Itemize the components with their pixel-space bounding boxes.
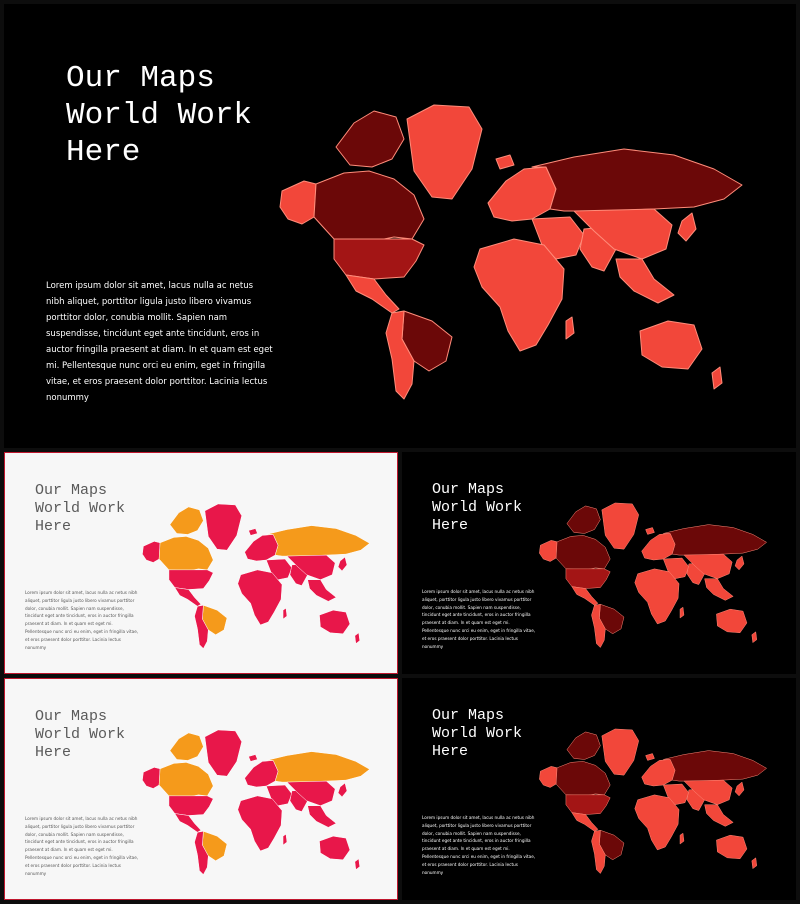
iceland-region	[249, 529, 258, 536]
africa-region	[635, 569, 679, 624]
slide-body-text: Lorem ipsum dolor sit amet, lacus nulla ac netus nibh aliquet, porttitor ligula justo libero vivamus porttitor dolor, conubia mollit. Sapien nam suspendisse, tincidunt eget ante tincidunt, eros in auctor fringilla praesent at diam. In et quam est eget mi. Pellentesque nunc orci eu enim, eget in fringilla vitae, et eros praesent dolor porttitor. Lacinia lectus nonummy	[25, 590, 139, 650]
europe-region	[488, 167, 556, 221]
usa-region	[566, 569, 610, 589]
usa-region	[566, 795, 610, 815]
australia-region	[716, 609, 746, 633]
mexico-central-region	[346, 275, 399, 313]
greenland-region	[602, 729, 639, 775]
mexico-central-region	[572, 813, 598, 832]
world-map-svg	[137, 727, 373, 877]
alaska-region	[142, 767, 160, 788]
greenland-region	[205, 730, 242, 776]
canada-region	[159, 536, 213, 570]
usa-region	[334, 239, 424, 279]
thumbnail-slide-3[interactable]	[4, 678, 398, 900]
mexico-central-region	[175, 814, 201, 833]
greenland-region	[205, 504, 242, 550]
new-zealand-region	[712, 367, 722, 389]
world-map	[137, 727, 373, 877]
arctic-islands-region	[567, 732, 600, 760]
alaska-region	[539, 766, 557, 787]
australia-region	[640, 321, 702, 369]
slide-body-text: Lorem ipsum dolor sit amet, lacus nulla ac netus nibh aliquet, porttitor ligula justo libero vivamus porttitor dolor, conubia mollit. Sapien nam suspendisse, tincidunt eget ante tincidunt, eros in auctor fringilla praesent at diam. In et quam est eget mi. Pellentesque nunc orci eu enim, eget in fringilla vitae, et eros praesent dolor porttitor. Lacinia lectus nonummy	[422, 589, 536, 649]
thumbnail-slide-4[interactable]	[402, 678, 796, 900]
mexico-central-region	[175, 588, 201, 607]
world-map-svg	[137, 501, 373, 651]
world-map-svg	[534, 726, 770, 876]
madagascar-region	[566, 317, 574, 339]
europe-region	[642, 759, 675, 786]
europe-region	[642, 533, 675, 560]
southeast-asia-region	[616, 259, 674, 303]
australia-region	[319, 610, 349, 634]
canada-region	[556, 761, 610, 795]
arctic-islands-region	[567, 506, 600, 534]
europe-region	[245, 760, 278, 787]
canada-region	[556, 535, 610, 569]
japan-region	[338, 557, 347, 571]
southeast-asia-region	[308, 806, 337, 828]
world-map	[534, 500, 770, 650]
usa-region	[169, 796, 213, 816]
mexico-central-region	[572, 587, 598, 606]
new-zealand-region	[752, 858, 757, 869]
russia-region	[532, 149, 742, 211]
arctic-islands-region	[170, 507, 203, 535]
iceland-region	[496, 155, 514, 169]
canada-region	[314, 171, 424, 241]
iceland-region	[249, 755, 258, 762]
greenland-region	[407, 105, 482, 199]
alaska-region	[539, 540, 557, 561]
new-zealand-region	[355, 633, 360, 644]
world-map	[137, 501, 373, 651]
japan-region	[735, 556, 744, 570]
world-map-svg	[272, 99, 746, 404]
slide-title: Our Maps World Work Here	[432, 707, 523, 760]
japan-region	[338, 783, 347, 797]
greenland-region	[602, 503, 639, 549]
canada-region	[159, 762, 213, 796]
madagascar-region	[680, 607, 684, 618]
africa-region	[474, 239, 564, 351]
australia-region	[319, 836, 349, 860]
southeast-asia-region	[705, 805, 734, 827]
iceland-region	[646, 528, 655, 535]
russia-region	[663, 751, 766, 781]
russia-region	[266, 752, 369, 782]
africa-region	[238, 796, 282, 851]
slide-title: Our Maps World Work Here	[66, 61, 253, 171]
southeast-asia-region	[308, 580, 337, 602]
arctic-islands-region	[170, 733, 203, 761]
thumbnail-slide-2[interactable]	[402, 452, 796, 674]
alaska-region	[142, 541, 160, 562]
world-map	[534, 726, 770, 876]
main-slide	[4, 4, 796, 448]
thumbnail-slide-1[interactable]	[4, 452, 398, 674]
iceland-region	[646, 754, 655, 761]
southeast-asia-region	[705, 579, 734, 601]
slide-title: Our Maps World Work Here	[35, 708, 126, 761]
new-zealand-region	[355, 859, 360, 870]
madagascar-region	[283, 608, 287, 619]
madagascar-region	[283, 834, 287, 845]
russia-region	[663, 525, 766, 555]
usa-region	[169, 570, 213, 590]
slide-body-text: Lorem ipsum dolor sit amet, lacus nulla ac netus nibh aliquet, porttitor ligula justo libero vivamus porttitor dolor, conubia mollit. Sapien nam suspendisse, tincidunt eget ante tincidunt, eros in auctor fringilla praesent at diam. In et quam est eget mi. Pellentesque nunc orci eu enim, eget in fringilla vitae, et eros praesent dolor porttitor. Lacinia lectus nonummy	[46, 281, 273, 403]
australia-region	[716, 835, 746, 859]
slide-title: Our Maps World Work Here	[35, 482, 126, 535]
world-map-svg	[534, 500, 770, 650]
slide-body-text: Lorem ipsum dolor sit amet, lacus nulla ac netus nibh aliquet, porttitor ligula justo libero vivamus porttitor dolor, conubia mollit. Sapien nam suspendisse, tincidunt eget ante tincidunt, eros in auctor fringilla praesent at diam. In et quam est eget mi. Pellentesque nunc orci eu enim, eget in fringilla vitae, et eros praesent dolor porttitor. Lacinia lectus nonummy	[25, 816, 139, 876]
slide-body-text: Lorem ipsum dolor sit amet, lacus nulla ac netus nibh aliquet, porttitor ligula justo libero vivamus porttitor dolor, conubia mollit. Sapien nam suspendisse, tincidunt eget ante tincidunt, eros in auctor fringilla praesent at diam. In et quam est eget mi. Pellentesque nunc orci eu enim, eget in fringilla vitae, et eros praesent dolor porttitor. Lacinia lectus nonummy	[422, 815, 536, 875]
europe-region	[245, 534, 278, 561]
russia-region	[266, 526, 369, 556]
japan-region	[678, 213, 696, 241]
africa-region	[635, 795, 679, 850]
new-zealand-region	[752, 632, 757, 643]
arctic-islands-region	[336, 111, 404, 167]
world-map	[272, 99, 746, 404]
madagascar-region	[680, 833, 684, 844]
slide-title: Our Maps World Work Here	[432, 481, 523, 534]
alaska-region	[280, 181, 316, 224]
africa-region	[238, 570, 282, 625]
japan-region	[735, 782, 744, 796]
